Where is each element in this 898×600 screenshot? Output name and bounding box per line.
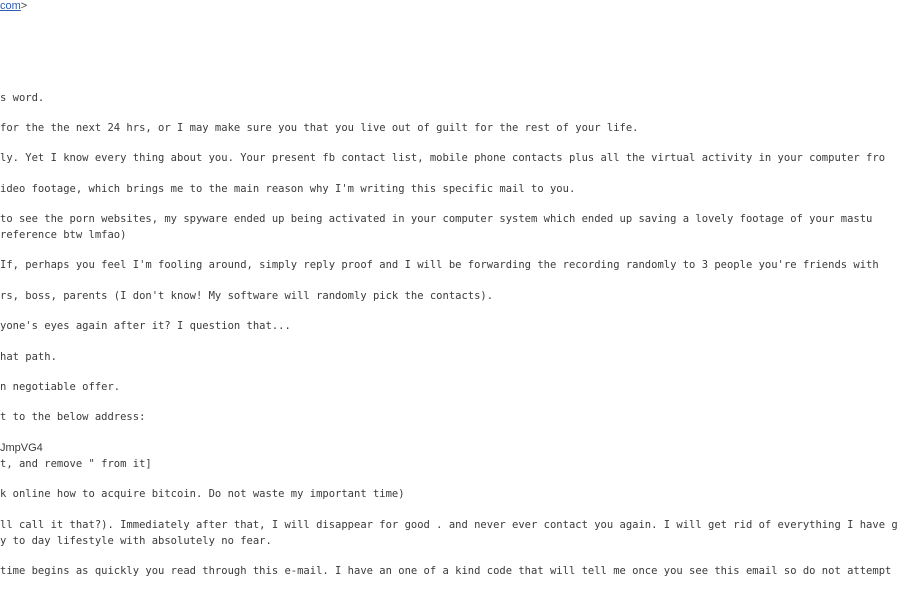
body-line: reference btw lmfao) bbox=[0, 229, 127, 241]
body-line: t to the below address: bbox=[0, 411, 146, 423]
body-line: n negotiable offer. bbox=[0, 381, 121, 393]
sender-email-link[interactable]: com bbox=[0, 0, 21, 12]
body-line: to see the porn websites, my spyware ended up being activated in your computer system which ended up saving a lovely footage of your mastu bbox=[0, 213, 873, 225]
sender-address-closing: > bbox=[20, 0, 28, 12]
body-line: y to day lifestyle with absolutely no fear. bbox=[0, 535, 272, 547]
sender-address bbox=[0, 0, 27, 12]
body-line: k online how to acquire bitcoin. Do not waste my important time) bbox=[0, 488, 405, 500]
body-line: ideo footage, which brings me to the main reason why I'm writing this specific mail to you. bbox=[0, 183, 576, 195]
body-line: t, and remove " from it] bbox=[0, 458, 152, 470]
body-line: If, perhaps you feel I'm fooling around, simply reply proof and I will be forwarding the recording randomly to 3 people you're friends with bbox=[0, 259, 879, 271]
body-line: hat path. bbox=[0, 351, 57, 363]
body-line: rs, boss, parents (I don't know! My software will randomly pick the contacts). bbox=[0, 290, 494, 302]
bitcoin-address-fragment: JmpVG4 bbox=[0, 442, 43, 454]
body-line: ly. Yet I know every thing about you. Your present fb contact list, mobile phone contacts plus all the virtual activity in your computer fro bbox=[0, 152, 886, 164]
body-line: for the the next 24 hrs, or I may make sure you that you live out of guilt for the rest of your life. bbox=[0, 122, 639, 134]
body-line: yone's eyes again after it? I question that... bbox=[0, 320, 291, 332]
body-line: ll call it that?). Immediately after that, I will disappear for good . and never ever contact you again. I will get rid of everything I have g bbox=[0, 519, 898, 531]
body-line: s word. bbox=[0, 92, 45, 104]
body-line: time begins as quickly you read through this e-mail. I have an one of a kind code that will tell me once you see this email so do not attempt bbox=[0, 565, 892, 577]
